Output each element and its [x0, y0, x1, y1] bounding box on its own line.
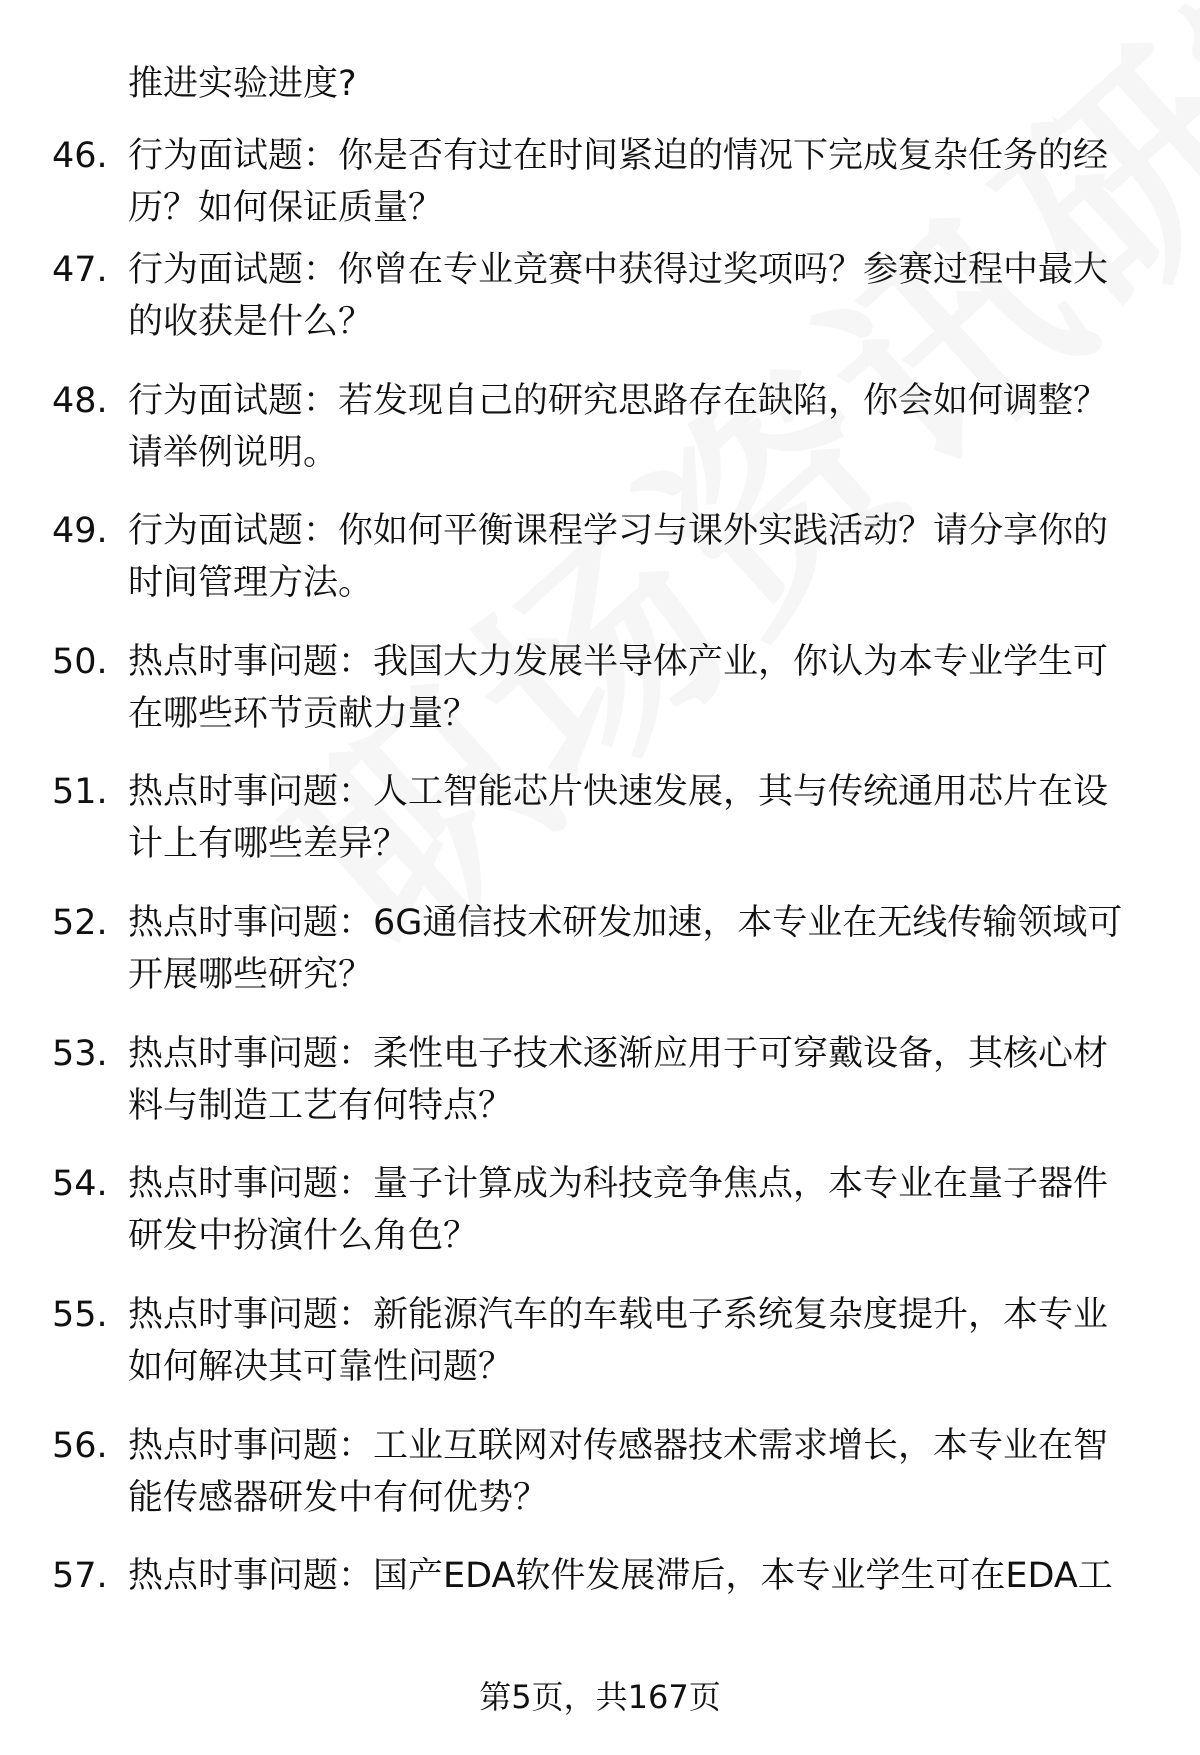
item-text-line: 热点时事问题：我国大力发展半导体产业，你认为本专业学生可 — [128, 642, 1109, 682]
item-text-line: 的收获是什么？ — [128, 302, 374, 342]
item-number: 54. — [52, 1164, 108, 1204]
item-text-line: 历？如何保证质量？ — [128, 188, 444, 228]
item-text-line: 如何解决其可靠性问题？ — [128, 1347, 514, 1387]
page-number-footer: 第5页，共167页 — [479, 1678, 721, 1716]
item-text-line: 热点时事问题：人工智能芯片快速发展，其与传统通用芯片在设 — [128, 772, 1109, 812]
item-number: 48. — [52, 381, 108, 421]
item-text-line: 能传感器研发中有何优势？ — [128, 1478, 549, 1518]
item-number: 57. — [52, 1556, 108, 1596]
item-number: 50. — [52, 642, 108, 682]
item-number: 46. — [52, 136, 108, 176]
item-text-line: 请举例说明。 — [128, 433, 339, 473]
item-number: 49. — [52, 511, 108, 551]
item-text-line: 时间管理方法。 — [128, 563, 374, 603]
item-text-line: 计上有哪些差异？ — [128, 824, 409, 864]
item-number: 56. — [52, 1426, 108, 1466]
item-text-line: 行为面试题：你如何平衡课程学习与课外实践活动？请分享你的 — [128, 511, 1109, 551]
item-text-line: 研发中扮演什么角色？ — [128, 1216, 479, 1256]
item-text-line: 热点时事问题：工业互联网对传感器技术需求增长，本专业在智 — [128, 1426, 1109, 1466]
item-text-line: 热点时事问题：量子计算成为科技竞争焦点，本专业在量子器件 — [128, 1164, 1109, 1204]
item-text-line: 热点时事问题：新能源汽车的车载电子系统复杂度提升，本专业 — [128, 1295, 1109, 1335]
item-number: 52. — [52, 903, 108, 943]
item-number: 53. — [52, 1034, 108, 1074]
item-text-line: 热点时事问题：柔性电子技术逐渐应用于可穿戴设备，其核心材 — [128, 1034, 1109, 1074]
item-text-line: 热点时事问题：国产EDA软件发展滞后，本专业学生可在EDA工 — [128, 1556, 1113, 1596]
continuation-text: 推进实验进度? — [128, 64, 357, 104]
item-text-line: 开展哪些研究？ — [128, 955, 374, 995]
item-text-line: 料与制造工艺有何特点？ — [128, 1086, 514, 1126]
item-text-line: 行为面试题：若发现自己的研究思路存在缺陷，你会如何调整？ — [128, 381, 1109, 421]
item-text-line: 行为面试题：你曾在专业竞赛中获得过奖项吗？参赛过程中最大 — [128, 250, 1109, 290]
item-text-line: 行为面试题：你是否有过在时间紧迫的情况下完成复杂任务的经 — [128, 136, 1109, 176]
item-text-line: 在哪些环节贡献力量？ — [128, 694, 479, 734]
item-number: 47. — [52, 250, 108, 290]
item-text-line: 热点时事问题：6G通信技术研发加速，本专业在无线传输领域可 — [128, 903, 1123, 943]
item-number: 51. — [52, 772, 108, 812]
item-number: 55. — [52, 1295, 108, 1335]
